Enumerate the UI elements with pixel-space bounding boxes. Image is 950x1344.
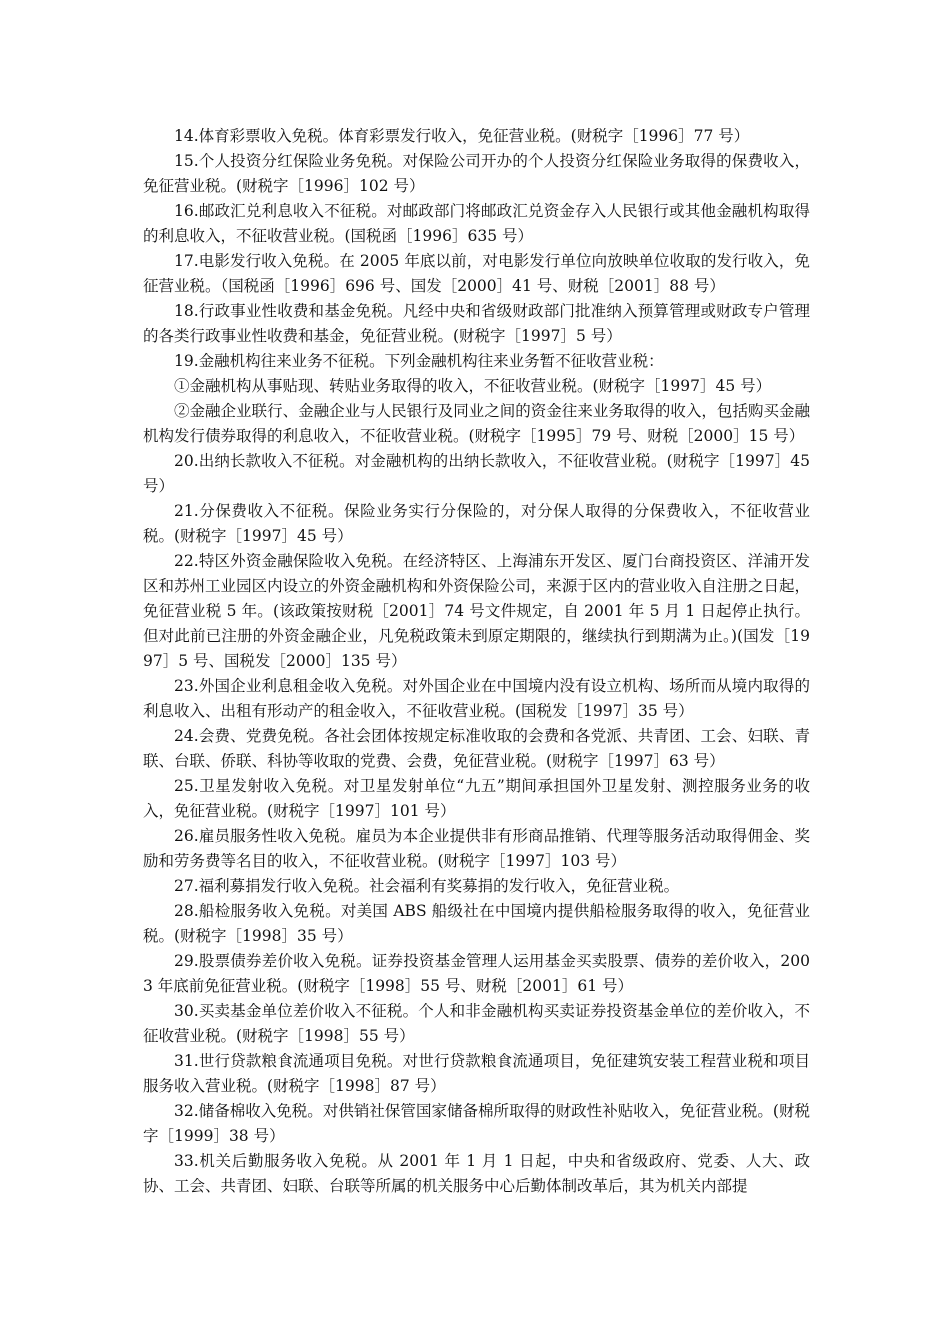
paragraph-30: 30.买卖基金单位差价收入不征税。个人和非金融机构买卖证券投资基金单位的差价收入，不征收营业税。(财税字［1998］55 号）	[143, 1002, 810, 1045]
paragraph-19-item-1: ①金融机构从事贴现、转贴业务取得的收入，不征收营业税。(财税字［1997］45 号）	[174, 377, 772, 395]
paragraph-19-item-2: ②金融企业联行、金融企业与人民银行及同业之间的资金往来业务取得的收入，包括购买金融机构发行债券取得的利息收入，不征收营业税。(财税字［1995］79 号、财税［2000］15 号）	[143, 402, 810, 445]
paragraph-21: 21.分保费收入不征税。保险业务实行分保险的，对分保人取得的分保费收入，不征收营业税。(财税字［1997］45 号）	[143, 502, 810, 545]
paragraph-14: 14.体育彩票收入免税。体育彩票发行收入，免征营业税。(财税字［1996］77 号）	[174, 127, 750, 145]
paragraph-27: 27.福利募捐发行收入免税。社会福利有奖募捐的发行收入，免征营业税。	[174, 877, 680, 895]
paragraph-16: 16.邮政汇兑利息收入不征税。对邮政部门将邮政汇兑资金存入人民银行或其他金融机构取得的利息收入，不征收营业税。(国税函［1996］635 号）	[143, 202, 810, 245]
paragraph-31: 31.世行贷款粮食流通项目免税。对世行贷款粮食流通项目，免征建筑安装工程营业税和项目服务收入营业税。(财税字［1998］87 号）	[143, 1052, 810, 1095]
paragraph-15: 15.个人投资分红保险业务免税。对保险公司开办的个人投资分红保险业务取得的保费收入，免征营业税。(财税字［1996］102 号）	[143, 152, 810, 195]
document-body	[143, 124, 810, 1199]
paragraph-19: 19.金融机构往来业务不征税。下列金融机构往来业务暂不征收营业税：	[174, 352, 664, 370]
paragraph-22: 22.特区外资金融保险收入免税。在经济特区、上海浦东开发区、厦门台商投资区、洋浦开发区和苏州工业园区内设立的外资金融机构和外资保险公司，来源于区内的营业收入自注册之日起，免征营业税 5 年。(该政策按财税［2001］74 号文件规定，自 2001 年 5 月 1 日起停止执行。但对此前已注册的外资金融企业，凡免税政策未到原定期限的，继续执行到期满为止。)(国发［1997］5 号、国税发［2000］135 号）	[143, 552, 810, 670]
paragraph-20: 20.出纳长款收入不征税。对金融机构的出纳长款收入，不征收营业税。(财税字［1997］45 号）	[143, 452, 810, 495]
paragraph-24: 24.会费、党费免税。各社会团体按规定标准收取的会费和各党派、共青团、工会、妇联、青联、台联、侨联、科协等收取的党费、会费，免征营业税。(财税字［1997］63 号）	[143, 727, 810, 770]
paragraph-18: 18.行政事业性收费和基金免税。凡经中央和省级财政部门批准纳入预算管理或财政专户管理的各类行政事业性收费和基金，免征营业税。(财税字［1997］5 号）	[143, 302, 810, 345]
paragraph-28: 28.船检服务收入免税。对美国 ABS 船级社在中国境内提供船检服务取得的收入，免征营业税。(财税字［1998］35 号）	[143, 902, 810, 945]
paragraph-23: 23.外国企业利息租金收入免税。对外国企业在中国境内没有设立机构、场所而从境内取得的利息收入、出租有形动产的租金收入，不征收营业税。(国税发［1997］35 号）	[143, 677, 810, 720]
paragraph-32: 32.储备棉收入免税。对供销社保管国家储备棉所取得的财政性补贴收入，免征营业税。(财税字［1999］38 号）	[143, 1102, 810, 1145]
paragraph-25: 25.卫星发射收入免税。对卫星发射单位“九五”期间承担国外卫星发射、测控服务业务的收入，免征营业税。(财税字［1997］101 号）	[143, 777, 810, 820]
paragraph-29: 29.股票债券差价收入免税。证券投资基金管理人运用基金买卖股票、债券的差价收入，2003 年底前免征营业税。(财税字［1998］55 号、财税［2001］61 号）	[143, 952, 810, 995]
paragraph-26: 26.雇员服务性收入免税。雇员为本企业提供非有形商品推销、代理等服务活动取得佣金、奖励和劳务费等名目的收入，不征收营业税。(财税字［1997］103 号）	[143, 827, 810, 870]
paragraph-33: 33.机关后勤服务收入免税。从 2001 年 1 月 1 日起，中央和省级政府、党委、人大、政协、工会、共青团、妇联、台联等所属的机关服务中心后勤体制改革后，其为机关内部提	[143, 1152, 810, 1195]
paragraph-17: 17.电影发行收入免税。在 2005 年底以前，对电影发行单位向放映单位收取的发行收入，免征营业税。（国税函［1996］696 号、国发［2000］41 号、财税［2001］88 号）	[143, 252, 810, 295]
